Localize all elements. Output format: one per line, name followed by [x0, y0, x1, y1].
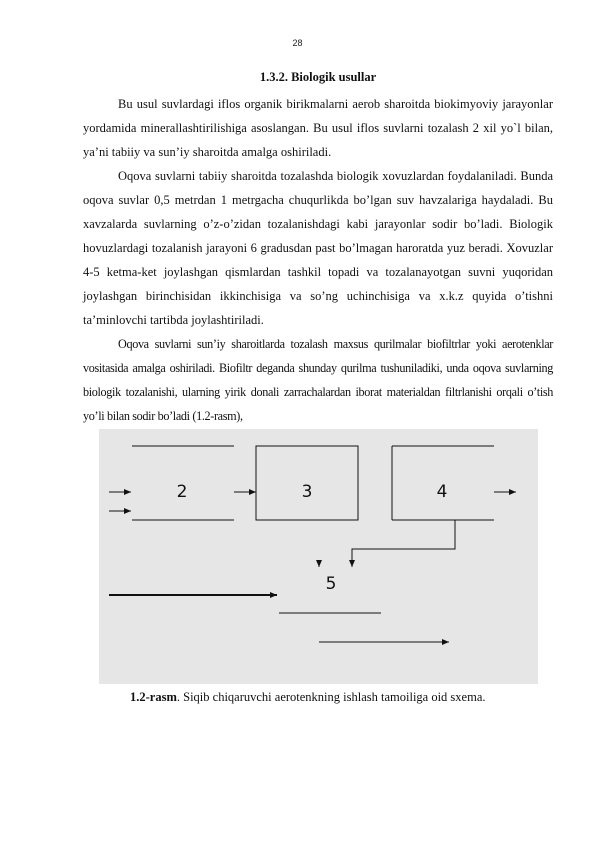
paragraph-2: Oqova suvlarni tabiiy sharoitda tozalashda biologik xovuzlardan foydalaniladi. Bunda oqova suvlar 0,5 metrdan 1 metrgacha chuqurlikda bo’lgan suv havzalariga haydaladi. Bu xavzalarda suvlarning o’z-o’zidan tozalanishdagi kabi jarayonlar sodir bo’ladi. Biologik hovuzlardagi tozalanish jarayoni 6 gradusdan past bo’lmagan haroratda yuz beradi. Xovuzlar 4-5 ketma-ket joylashgan qismlardan tashkil topadi va tozalanayotgan suvni yuqoridan joylashgan birinchisidan ikkinchisiga va so’ng uchinchisiga va x.k.z quyida o’tishni ta’minlovchi tartibda joylashtiriladi.	[83, 169, 553, 327]
block-5-label: 5	[325, 574, 337, 594]
caption-number: 1.2-rasm	[130, 690, 177, 704]
section-heading: 1.3.2. Biologik usullar	[259, 70, 377, 84]
figure-caption	[130, 690, 486, 705]
block-2-label: 2	[176, 482, 188, 502]
return-line-4-to-5	[352, 520, 455, 567]
paragraph-3: Oqova suvlarni sun’iy sharoitlarda tozalash maxsus qurilmalar biofiltrlar yoki aerotenklar vositasida amalga oshiriladi. Biofiltr deganda shunday qurilma tushuniladiki, unda oqova suvlarning biologik tozalanishi, ularning yirik donali zarrachalardan iborat materialdan filtrlanishi orqali o’tish yo’li bilan sodir bo’ladi (1.2-rasm),	[83, 337, 553, 423]
block-4-label: 4	[436, 482, 448, 502]
block-3-label: 3	[301, 482, 313, 502]
aerotank-scheme-figure	[99, 429, 538, 684]
caption-text: . Siqib chiqaruvchi aerotenkning ishlash tamoiliga oid sxema.	[176, 690, 486, 704]
page-number: 28	[292, 38, 303, 48]
paragraph-1: Bu usul suvlardagi iflos organik birikmalarni aerob sharoitda biokimyoviy jarayonlar yordamida minerallashtirilishiga asoslangan. Bu usul iflos suvlarni tozalash 2 xil yo`l bilan, ya’ni tabiiy va sun’iy sharoitda amalga oshiriladi.	[83, 97, 553, 159]
scheme-diagram	[99, 429, 538, 684]
